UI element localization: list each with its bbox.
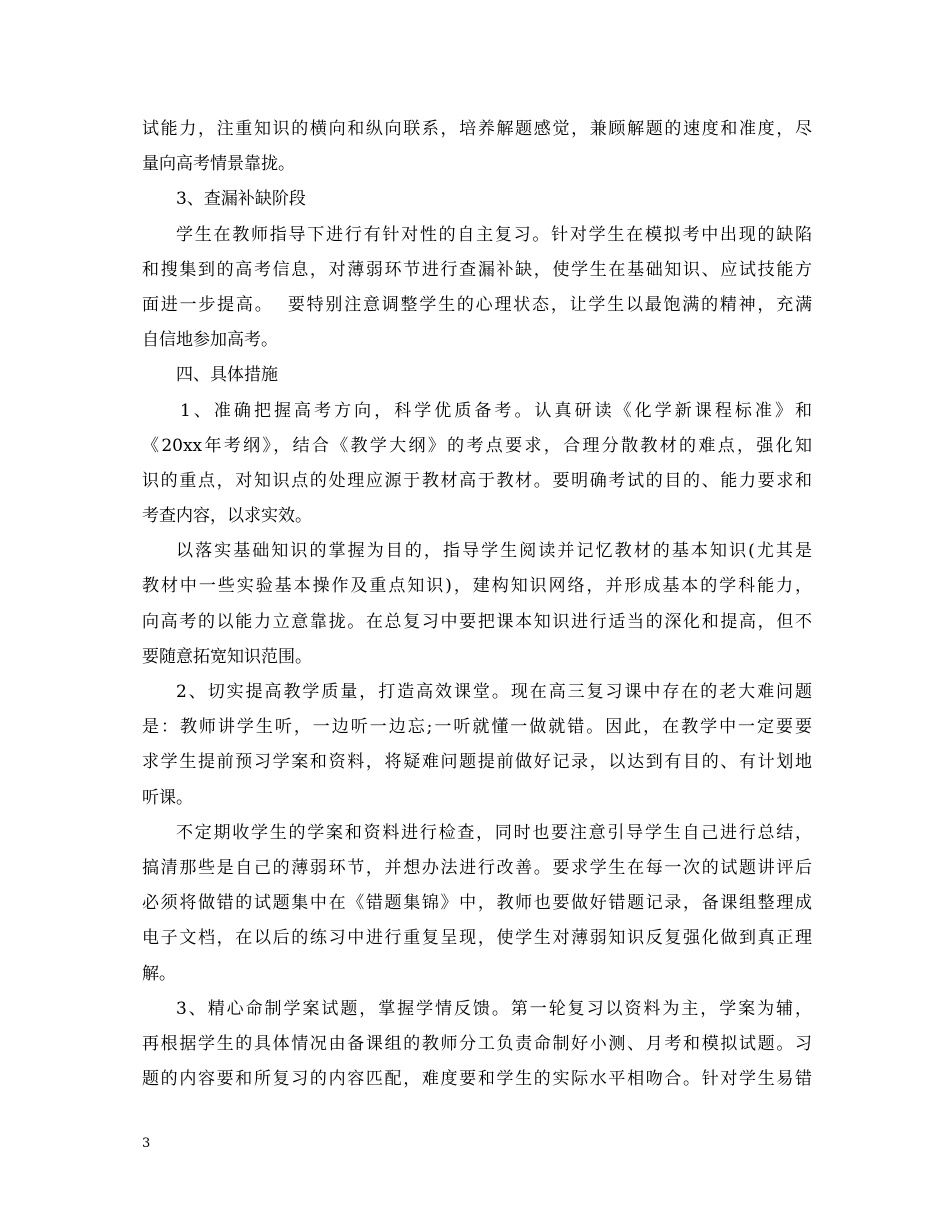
- text-line: 和搜集到的高考信息，对薄弱环节进行查漏补缺，使学生在基础知识、应试技能方: [142, 259, 812, 280]
- document-page: [142, 112, 812, 1097]
- text-line: 1、准确把握高考方向，科学优质备考。认真研读《化学新课程标准》和: [180, 400, 812, 421]
- paragraph: [142, 992, 812, 1098]
- text-line: 试能力，注重知识的横向和纵向联系，培养解题感觉，兼顾解题的速度和准度，尽: [142, 119, 812, 139]
- text-line: 量向高考情景靠拢。: [142, 154, 295, 175]
- text-line: 是：教师讲学生听，一边听一边忘;一听就懂一做就错。因此，在教学中一定要要: [142, 717, 812, 738]
- text-line: 以落实基础知识的掌握为目的，指导学生阅读并记忆教材的基本知识(尤其是: [176, 541, 812, 562]
- text-line: 向高考的以能力立意靠拢。在总复习中要把课本知识进行适当的深化和提高，但不: [142, 611, 812, 632]
- text-line: 2、切实提高教学质量，打造高效课堂。现在高三复习课中存在的老大难问题: [176, 682, 812, 702]
- paragraph: [142, 534, 812, 675]
- text-line: 识的重点，对知识点的处理应源于教材高于教材。要明确考试的目的、能力要求和: [142, 470, 812, 491]
- section-heading: [142, 182, 812, 217]
- section-heading: [142, 358, 812, 393]
- text-line: 题的内容要和所复习的内容匹配，难度要和学生的实际水平相吻合。针对学生易错: [142, 1069, 812, 1090]
- text-line: 搞清那些是自己的薄弱环节，并想办法进行改善。要求学生在每一次的试题讲评后: [142, 857, 812, 878]
- text-line: 要随意拓宽知识范围。: [142, 646, 312, 667]
- text-line: 解。: [142, 963, 176, 984]
- text-line: 考查内容，以求实效。: [142, 506, 312, 527]
- text-line: 学生在教师指导下进行有针对性的自主复习。针对学生在模拟考中出现的缺陷: [176, 224, 812, 245]
- text-line: 3、精心命制学案试题，掌握学情反馈。第一轮复习以资料为主，学案为辅，: [176, 998, 812, 1019]
- paragraph: [142, 816, 812, 992]
- text-line: 面进一步提高。 要特别注意调整学生的心理状态，让学生以最饱满的精神，充满: [142, 294, 812, 315]
- text-line: 自信地参加高考。: [142, 330, 278, 351]
- paragraph: [142, 112, 812, 182]
- paragraph: [142, 675, 812, 816]
- paragraph: [142, 218, 812, 359]
- text-line: 《20xx年考纲》，结合《教学大纲》的考点要求，合理分散教材的难点，强化知: [142, 435, 812, 456]
- text-line: 3、查漏补缺阶段: [176, 189, 306, 210]
- text-line: 电子文档，在以后的练习中进行重复呈现，使学生对薄弱知识反复强化做到真正理: [142, 928, 812, 949]
- page-number: 3: [142, 1136, 151, 1151]
- text-line: 再根据学生的具体情况由备课组的教师分工负责命制好小测、月考和模拟试题。习: [142, 1033, 812, 1054]
- text-line: 求学生提前预习学案和资料，将疑难问题提前做好记录，以达到有目的、有计划地: [142, 752, 812, 773]
- text-line: 不定期收学生的学案和资料进行检查，同时也要注意引导学生自己进行总结，: [176, 822, 812, 843]
- text-line: 教材中一些实验基本操作及重点知识)，建构知识网络，并形成基本的学科能力，: [142, 576, 812, 597]
- text-line: 必须将做错的试题集中在《错题集锦》中，教师也要做好错题记录，备课组整理成: [142, 893, 812, 914]
- text-line: 听课。: [142, 787, 193, 808]
- text-line: 四、具体措施: [176, 365, 278, 386]
- paragraph: [142, 394, 812, 535]
